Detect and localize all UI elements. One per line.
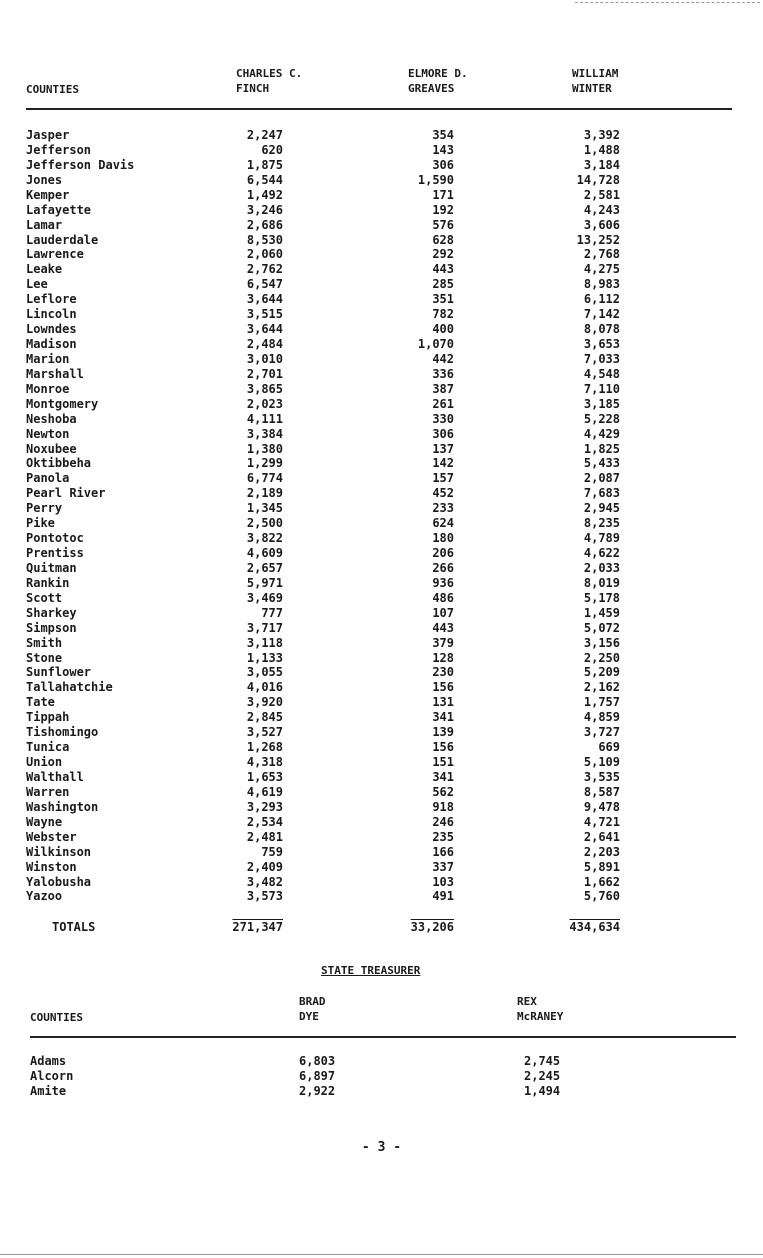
winter-votes: 5,228: [583, 411, 620, 426]
county-name: Wayne: [26, 814, 63, 829]
greaves-votes: 379: [432, 635, 454, 650]
finch-votes: 6,547: [246, 277, 283, 292]
winter-votes: 4,721: [583, 814, 620, 829]
greaves-votes: 246: [432, 814, 454, 829]
finch-votes: 1,875: [246, 157, 283, 172]
table-row: [0, 695, 763, 710]
greaves-votes: 266: [432, 560, 454, 575]
county-name: Scott: [26, 590, 63, 605]
county-name: Lawrence: [26, 247, 84, 262]
finch-votes: 777: [261, 605, 283, 620]
finch-votes: 3,469: [246, 590, 283, 605]
greaves-votes: 142: [432, 456, 454, 471]
winter-header-line1: WILLIAM: [572, 67, 619, 80]
table-row: [0, 337, 763, 352]
table-row: [0, 815, 763, 830]
greaves-header-line2: GREAVES: [408, 82, 455, 95]
finch-votes: 4,111: [246, 411, 283, 426]
finch-votes: 4,619: [246, 784, 283, 799]
winter-votes: 2,250: [583, 650, 620, 665]
winter-votes: 1,662: [583, 874, 620, 889]
dye-votes: 6,803: [299, 1054, 336, 1068]
finch-votes: 1,268: [246, 740, 283, 755]
table-row: [0, 486, 763, 501]
greaves-votes: 192: [432, 202, 454, 217]
greaves-votes: 337: [432, 859, 454, 874]
winter-votes: 3,606: [583, 217, 620, 232]
finch-header-line1: CHARLES C.: [236, 67, 303, 80]
table-row: [0, 203, 763, 218]
page-number: - 3 -: [361, 1140, 402, 1155]
winter-votes: 2,203: [583, 844, 620, 859]
mcraney-header-line2: McRANEY: [517, 1010, 564, 1023]
greaves-votes: 128: [432, 650, 454, 665]
county-name: Stone: [26, 650, 63, 665]
county-name: Panola: [26, 471, 70, 486]
greaves-votes: 486: [432, 590, 454, 605]
winter-votes: 4,429: [583, 426, 620, 441]
top-dashed-rule: [575, 2, 760, 3]
greaves-votes: 330: [432, 411, 454, 426]
winter-votes: 3,727: [583, 725, 620, 740]
table-row: [0, 531, 763, 546]
finch-votes: 3,482: [246, 874, 283, 889]
finch-total: 271,347: [232, 920, 283, 934]
finch-votes: 6,544: [246, 172, 283, 187]
county-name: Tishomingo: [26, 725, 99, 740]
winter-votes: 4,275: [583, 262, 620, 277]
table-row: [0, 292, 763, 307]
dye-header-line1: BRAD: [299, 995, 326, 1008]
county-name: Washington: [26, 799, 99, 814]
table-row: [0, 860, 763, 875]
county-name: Sharkey: [26, 605, 77, 620]
table-row: [0, 725, 763, 740]
winter-votes: 2,087: [583, 471, 620, 486]
county-name: Lauderdale: [26, 232, 99, 247]
greaves-votes: 230: [432, 665, 454, 680]
county-name: Lowndes: [26, 322, 77, 337]
county-name: Kemper: [26, 187, 70, 202]
table-row: [0, 1084, 763, 1099]
table-row: [0, 367, 763, 382]
county-name: Rankin: [26, 575, 70, 590]
table-row: [0, 307, 763, 322]
winter-votes: 8,983: [583, 277, 620, 292]
table-row: [0, 680, 763, 695]
winter-votes: 2,945: [583, 501, 620, 516]
finch-votes: 2,484: [246, 337, 283, 352]
winter-total: 434,634: [569, 920, 620, 934]
table-row: [0, 501, 763, 516]
greaves-votes: 341: [432, 769, 454, 784]
table-row: [0, 830, 763, 845]
county-name: Noxubee: [26, 441, 77, 456]
winter-votes: 669: [598, 740, 620, 755]
greaves-votes: 157: [432, 471, 454, 486]
county-name: Yazoo: [26, 889, 63, 904]
county-name: Pearl River: [26, 486, 106, 501]
greaves-votes: 452: [432, 486, 454, 501]
finch-votes: 3,010: [246, 351, 283, 366]
table-row: [0, 352, 763, 367]
county-name: Pike: [26, 516, 55, 531]
table-row: [0, 889, 763, 904]
finch-votes: 3,515: [246, 307, 283, 322]
table-row: [0, 740, 763, 755]
finch-votes: 3,246: [246, 202, 283, 217]
finch-votes: 4,016: [246, 680, 283, 695]
finch-votes: 2,701: [246, 366, 283, 381]
table-row: [0, 277, 763, 292]
finch-votes: 2,023: [246, 396, 283, 411]
table-row: [0, 665, 763, 680]
winter-votes: 2,581: [583, 187, 620, 202]
greaves-votes: 306: [432, 157, 454, 172]
winter-votes: 4,789: [583, 531, 620, 546]
table-row: [0, 785, 763, 800]
finch-votes: 3,644: [246, 292, 283, 307]
winter-votes: 5,209: [583, 665, 620, 680]
greaves-votes: 341: [432, 710, 454, 725]
finch-votes: 3,384: [246, 426, 283, 441]
finch-votes: 2,481: [246, 829, 283, 844]
finch-votes: 1,345: [246, 501, 283, 516]
winter-votes: 13,252: [576, 232, 620, 247]
winter-votes: 5,760: [583, 889, 620, 904]
table-row: [0, 247, 763, 262]
greaves-votes: 442: [432, 351, 454, 366]
finch-votes: 1,380: [246, 441, 283, 456]
table-row: [0, 516, 763, 531]
winter-votes: 3,184: [583, 157, 620, 172]
county-name: Jasper: [26, 128, 70, 142]
table-row: [0, 770, 763, 785]
finch-votes: 8,530: [246, 232, 283, 247]
greaves-votes: 206: [432, 546, 454, 561]
greaves-votes: 491: [432, 889, 454, 904]
winter-header-line2: WINTER: [572, 82, 612, 95]
greaves-votes: 139: [432, 725, 454, 740]
county-name: Marshall: [26, 366, 84, 381]
finch-votes: 2,189: [246, 486, 283, 501]
table-row: [0, 397, 763, 412]
winter-votes: 3,392: [583, 128, 620, 142]
finch-votes: 5,971: [246, 575, 283, 590]
county-name: Alcorn: [30, 1068, 74, 1083]
finch-votes: 620: [261, 142, 283, 157]
greaves-votes: 443: [432, 262, 454, 277]
finch-votes: 3,293: [246, 799, 283, 814]
county-name: Newton: [26, 426, 70, 441]
greaves-votes: 918: [432, 799, 454, 814]
table-row: [0, 218, 763, 233]
finch-votes: 1,492: [246, 187, 283, 202]
greaves-votes: 107: [432, 605, 454, 620]
header-rule: [26, 108, 732, 110]
county-name: Smith: [26, 635, 63, 650]
winter-votes: 5,178: [583, 590, 620, 605]
finch-votes: 2,845: [246, 710, 283, 725]
finch-votes: 3,527: [246, 725, 283, 740]
finch-votes: 1,299: [246, 456, 283, 471]
finch-votes: 3,920: [246, 695, 283, 710]
county-name: Yalobusha: [26, 874, 92, 889]
totals-row: [0, 919, 763, 935]
table-row: [0, 755, 763, 770]
table-row: [0, 651, 763, 666]
greaves-votes: 137: [432, 441, 454, 456]
winter-votes: 1,825: [583, 441, 620, 456]
greaves-votes: 233: [432, 501, 454, 516]
finch-votes: 759: [261, 844, 283, 859]
county-name: Tate: [26, 695, 55, 710]
county-name: Montgomery: [26, 396, 99, 411]
mcraney-votes: 1,494: [524, 1083, 561, 1098]
greaves-votes: 562: [432, 784, 454, 799]
table-row: [0, 128, 763, 143]
finch-votes: 6,774: [246, 471, 283, 486]
table-row: [0, 621, 763, 636]
county-name: Jefferson Davis: [26, 157, 135, 172]
table-row: [0, 1054, 763, 1069]
greaves-votes: 151: [432, 755, 454, 770]
greaves-votes: 306: [432, 426, 454, 441]
treasurer-counties-header: COUNTIES: [30, 1011, 83, 1024]
dye-votes: 6,897: [299, 1068, 336, 1083]
greaves-votes: 235: [432, 829, 454, 844]
county-name: Jefferson: [26, 142, 92, 157]
winter-votes: 3,185: [583, 396, 620, 411]
finch-votes: 2,247: [246, 128, 283, 142]
finch-votes: 3,717: [246, 620, 283, 635]
winter-votes: 3,535: [583, 769, 620, 784]
county-name: Pontotoc: [26, 531, 84, 546]
dye-votes: 2,922: [299, 1083, 336, 1098]
table-row: [0, 456, 763, 471]
section-title: STATE TREASURER: [321, 964, 421, 977]
county-name: Lincoln: [26, 307, 77, 322]
winter-votes: 7,110: [583, 381, 620, 396]
greaves-votes: 400: [432, 322, 454, 337]
table-row: [0, 561, 763, 576]
winter-votes: 4,622: [583, 546, 620, 561]
table-row: [0, 875, 763, 890]
finch-votes: 2,409: [246, 859, 283, 874]
county-name: Prentiss: [26, 546, 84, 561]
totals-label: TOTALS: [52, 920, 96, 934]
finch-votes: 2,686: [246, 217, 283, 232]
winter-votes: 8,019: [583, 575, 620, 590]
winter-votes: 14,728: [576, 172, 620, 187]
winter-votes: 2,033: [583, 560, 620, 575]
county-name: Lafayette: [26, 202, 92, 217]
greaves-votes: 351: [432, 292, 454, 307]
finch-votes: 3,822: [246, 531, 283, 546]
table-row: [0, 382, 763, 397]
greaves-votes: 387: [432, 381, 454, 396]
winter-votes: 5,072: [583, 620, 620, 635]
table-row: [0, 800, 763, 815]
greaves-total: 33,206: [410, 920, 454, 934]
mcraney-header-line1: REX: [517, 995, 537, 1008]
table-row: [0, 158, 763, 173]
county-name: Neshoba: [26, 411, 77, 426]
table-row: [0, 412, 763, 427]
greaves-votes: 156: [432, 740, 454, 755]
county-name: Marion: [26, 351, 70, 366]
finch-votes: 3,118: [246, 635, 283, 650]
county-name: Lee: [26, 277, 48, 292]
county-name: Simpson: [26, 620, 77, 635]
mcraney-votes: 2,245: [524, 1068, 561, 1083]
county-name: Oktibbeha: [26, 456, 92, 471]
table-row: [0, 322, 763, 337]
finch-votes: 2,657: [246, 560, 283, 575]
table-row: [0, 233, 763, 248]
county-name: Sunflower: [26, 665, 92, 680]
table-row: [0, 845, 763, 860]
winter-votes: 4,859: [583, 710, 620, 725]
greaves-votes: 443: [432, 620, 454, 635]
winter-votes: 2,768: [583, 247, 620, 262]
greaves-votes: 1,070: [417, 337, 454, 352]
county-name: Amite: [30, 1083, 67, 1098]
finch-votes: 4,318: [246, 755, 283, 770]
winter-votes: 5,109: [583, 755, 620, 770]
county-name: Winston: [26, 859, 77, 874]
winter-votes: 1,757: [583, 695, 620, 710]
winter-votes: 1,459: [583, 605, 620, 620]
winter-votes: 4,243: [583, 202, 620, 217]
county-name: Tallahatchie: [26, 680, 113, 695]
treasurer-header-rule: [30, 1036, 736, 1038]
table-row: [0, 262, 763, 277]
county-name: Tippah: [26, 710, 70, 725]
winter-votes: 5,891: [583, 859, 620, 874]
greaves-votes: 171: [432, 187, 454, 202]
table-row: [0, 143, 763, 158]
winter-votes: 9,478: [583, 799, 620, 814]
county-name: Quitman: [26, 560, 77, 575]
greaves-votes: 261: [432, 396, 454, 411]
greaves-votes: 336: [432, 366, 454, 381]
county-name: Jones: [26, 172, 63, 187]
greaves-votes: 782: [432, 307, 454, 322]
winter-votes: 8,587: [583, 784, 620, 799]
table-row: [0, 427, 763, 442]
finch-votes: 2,762: [246, 262, 283, 277]
county-name: Madison: [26, 337, 77, 352]
table-row: [0, 442, 763, 457]
finch-votes: 4,609: [246, 546, 283, 561]
county-name: Perry: [26, 501, 63, 516]
winter-votes: 6,112: [583, 292, 620, 307]
winter-votes: 4,548: [583, 366, 620, 381]
greaves-votes: 285: [432, 277, 454, 292]
greaves-votes: 576: [432, 217, 454, 232]
finch-votes: 2,060: [246, 247, 283, 262]
table-row: [0, 188, 763, 203]
county-name: Leake: [26, 262, 63, 277]
county-name: Walthall: [26, 769, 84, 784]
greaves-votes: 156: [432, 680, 454, 695]
greaves-votes: 103: [432, 874, 454, 889]
county-name: Adams: [30, 1054, 67, 1068]
county-name: Union: [26, 755, 63, 770]
table-row: [0, 1069, 763, 1084]
table-row: [0, 710, 763, 725]
mcraney-votes: 2,745: [524, 1054, 561, 1068]
greaves-votes: 143: [432, 142, 454, 157]
greaves-votes: 354: [432, 128, 454, 142]
table-row: [0, 546, 763, 561]
county-name: Wilkinson: [26, 844, 92, 859]
finch-votes: 3,644: [246, 322, 283, 337]
finch-votes: 3,573: [246, 889, 283, 904]
winter-votes: 1,488: [583, 142, 620, 157]
winter-votes: 8,235: [583, 516, 620, 531]
greaves-votes: 131: [432, 695, 454, 710]
bottom-rule: [0, 1254, 763, 1255]
county-name: Warren: [26, 784, 70, 799]
greaves-votes: 936: [432, 575, 454, 590]
dye-header-line2: DYE: [299, 1010, 319, 1023]
finch-header-line2: FINCH: [236, 82, 270, 95]
winter-votes: 2,162: [583, 680, 620, 695]
greaves-votes: 180: [432, 531, 454, 546]
winter-votes: 7,683: [583, 486, 620, 501]
greaves-votes: 624: [432, 516, 454, 531]
county-name: Webster: [26, 829, 77, 844]
counties-column-header: COUNTIES: [26, 83, 79, 96]
table-row: [0, 606, 763, 621]
greaves-votes: 292: [432, 247, 454, 262]
table-row: [0, 173, 763, 188]
winter-votes: 7,142: [583, 307, 620, 322]
county-name: Tunica: [26, 740, 70, 755]
winter-votes: 2,641: [583, 829, 620, 844]
finch-votes: 1,653: [246, 769, 283, 784]
winter-votes: 3,156: [583, 635, 620, 650]
finch-votes: 3,055: [246, 665, 283, 680]
greaves-votes: 1,590: [417, 172, 454, 187]
winter-votes: 7,033: [583, 351, 620, 366]
county-name: Leflore: [26, 292, 77, 307]
finch-votes: 2,500: [246, 516, 283, 531]
greaves-votes: 166: [432, 844, 454, 859]
finch-votes: 1,133: [246, 650, 283, 665]
table-row: [0, 636, 763, 651]
table-row: [0, 576, 763, 591]
winter-votes: 8,078: [583, 322, 620, 337]
finch-votes: 3,865: [246, 381, 283, 396]
winter-votes: 5,433: [583, 456, 620, 471]
greaves-header-line1: ELMORE D.: [408, 67, 468, 80]
table-row: [0, 471, 763, 486]
table-row: [0, 591, 763, 606]
greaves-votes: 628: [432, 232, 454, 247]
winter-votes: 3,653: [583, 337, 620, 352]
county-name: Monroe: [26, 381, 70, 396]
finch-votes: 2,534: [246, 814, 283, 829]
county-name: Lamar: [26, 217, 63, 232]
